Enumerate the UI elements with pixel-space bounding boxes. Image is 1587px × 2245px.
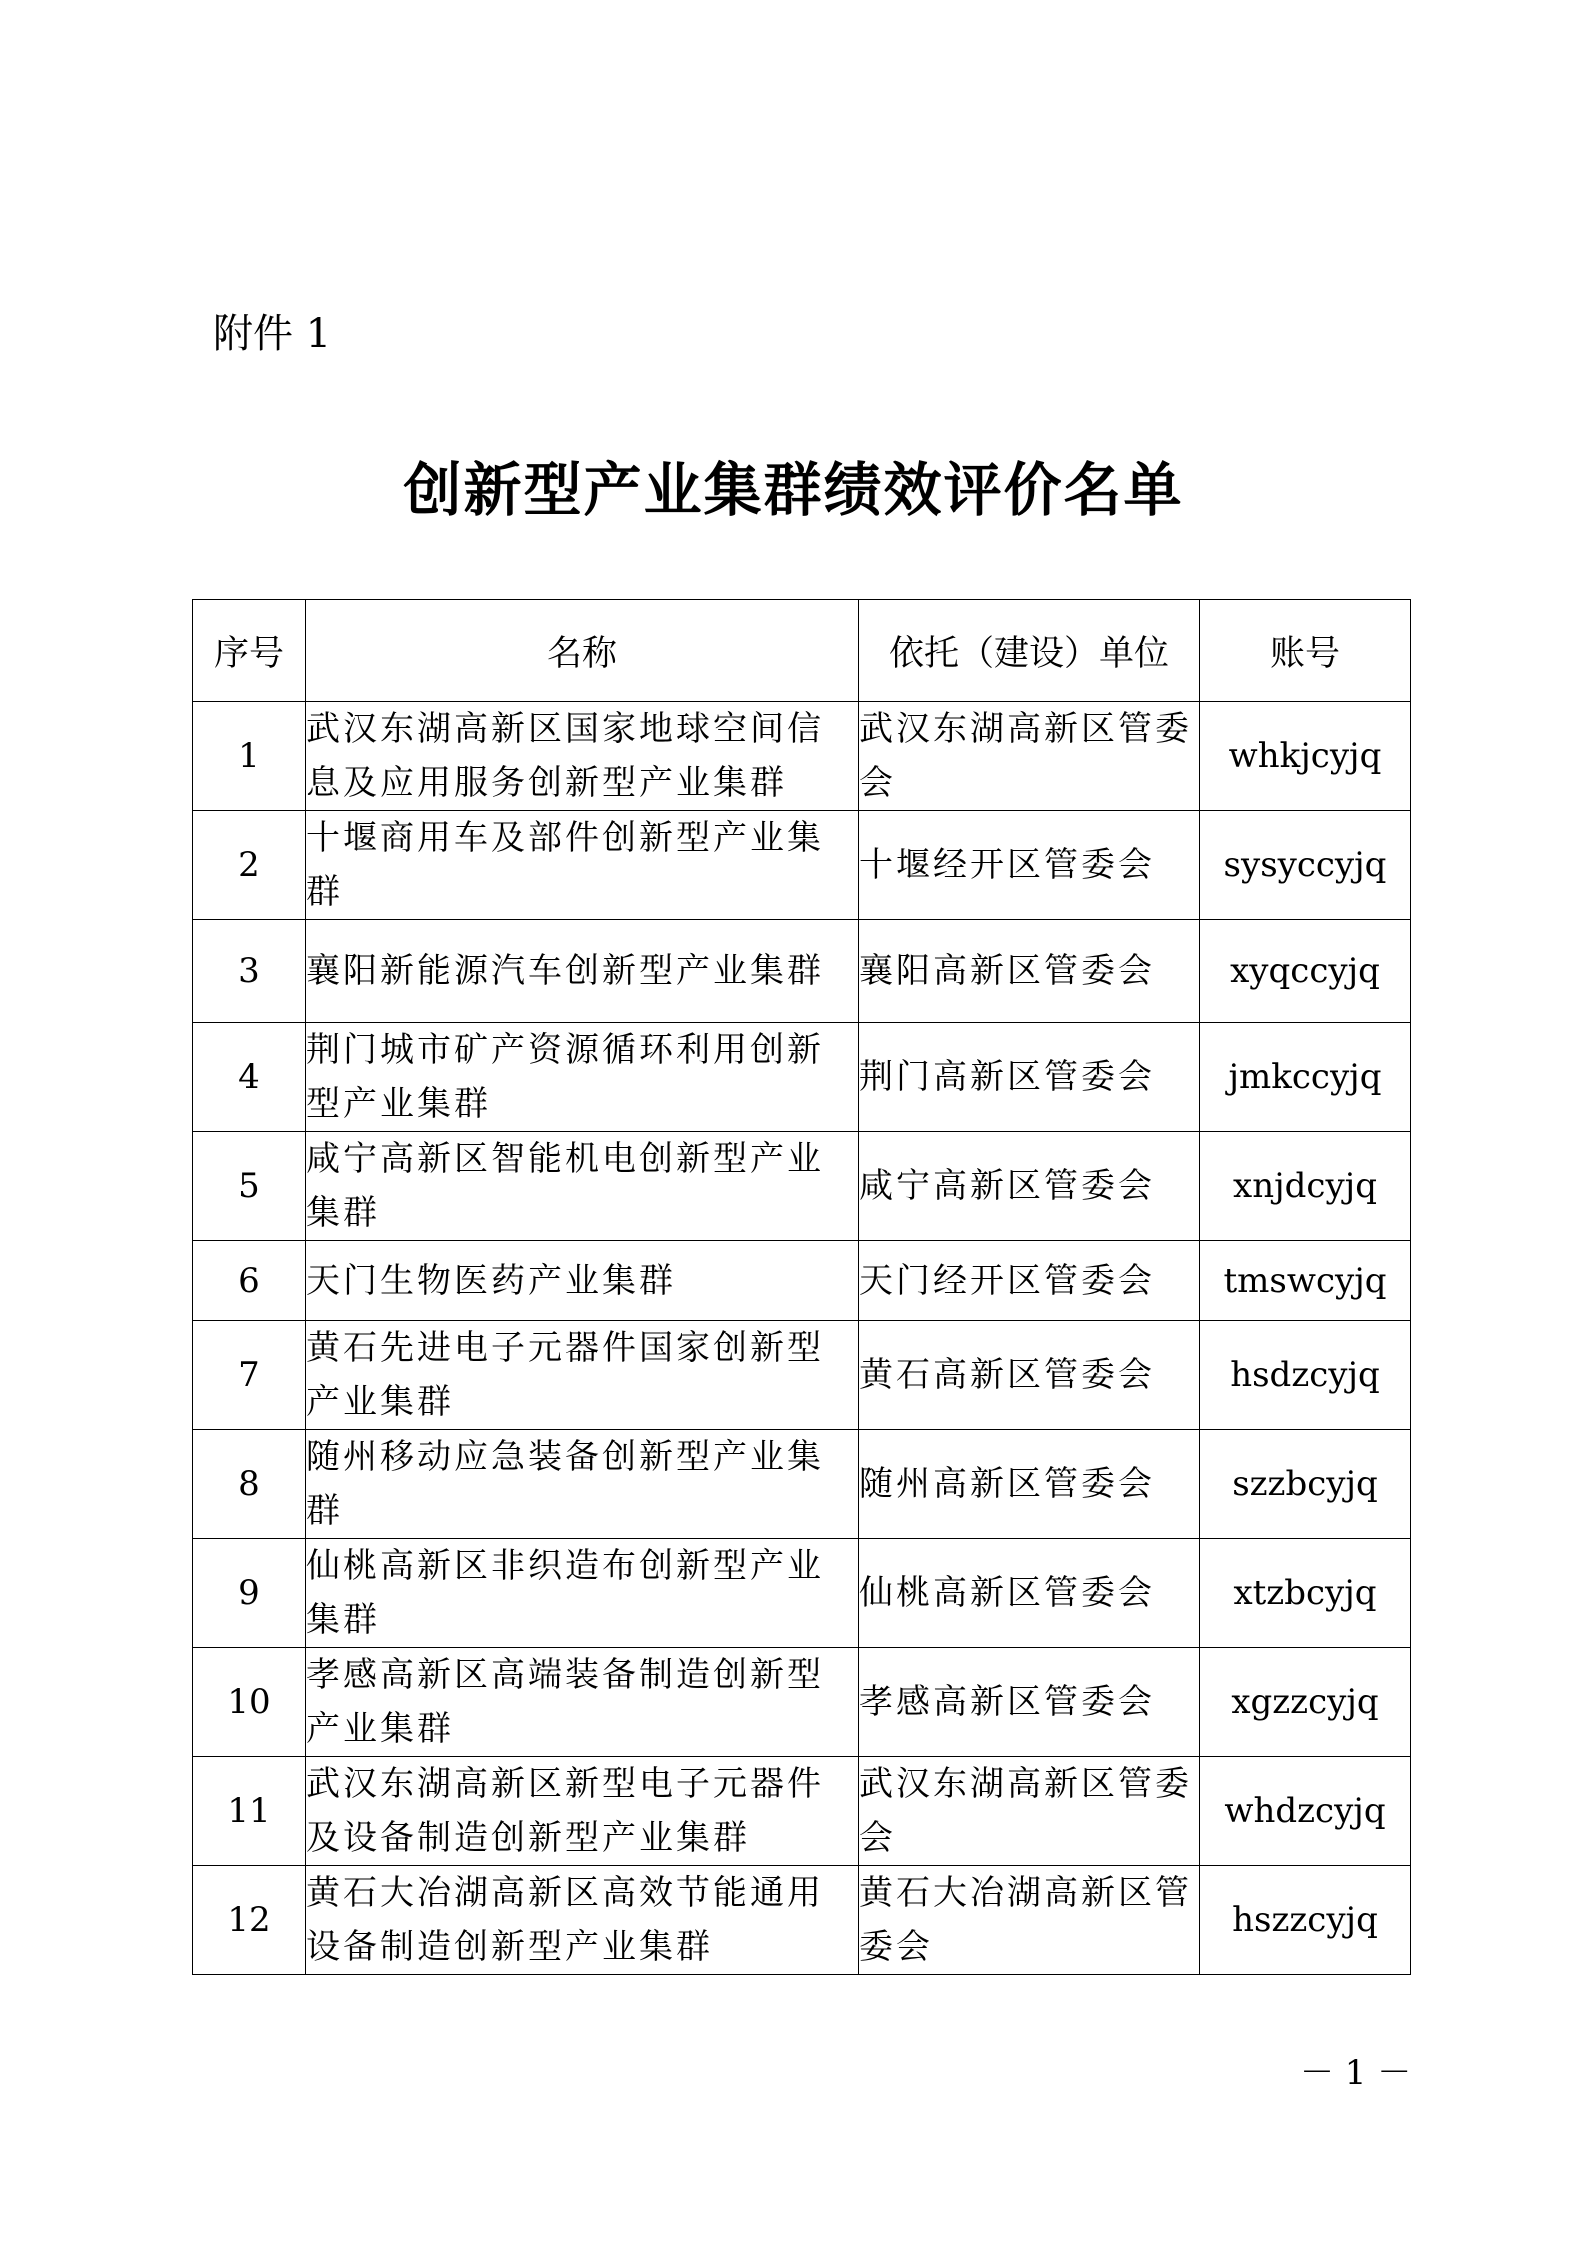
table-row (193, 1866, 1411, 1975)
host-unit: 武汉东湖高新区管委会 (859, 702, 1200, 811)
cluster-name: 孝感高新区高端装备制造创新型产业集群 (306, 1648, 859, 1757)
host-unit: 咸宁高新区管委会 (859, 1132, 1200, 1241)
account: tmswcyjq (1200, 1241, 1411, 1321)
table-row (193, 1321, 1411, 1430)
column-header-name: 名称 (306, 600, 859, 702)
table-row (193, 1241, 1411, 1321)
host-unit: 襄阳高新区管委会 (859, 920, 1200, 1023)
host-unit: 随州高新区管委会 (859, 1430, 1200, 1539)
row-index: 3 (193, 920, 306, 1023)
attachment-label: 附件 1 (213, 311, 332, 357)
account: xgzzcyjq (1200, 1648, 1411, 1757)
table-row (193, 1023, 1411, 1132)
account: szzbcyjq (1200, 1430, 1411, 1539)
table-row (193, 1132, 1411, 1241)
cluster-name: 十堰商用车及部件创新型产业集群 (306, 811, 859, 920)
host-unit: 荆门高新区管委会 (859, 1023, 1200, 1132)
cluster-name: 仙桃高新区非织造布创新型产业集群 (306, 1539, 859, 1648)
cluster-name: 天门生物医药产业集群 (306, 1241, 859, 1321)
row-index: 9 (193, 1539, 306, 1648)
host-unit: 天门经开区管委会 (859, 1241, 1200, 1321)
account: sysyccyjq (1200, 811, 1411, 920)
host-unit: 黄石大冶湖高新区管委会 (859, 1866, 1200, 1975)
column-header-index: 序号 (193, 600, 306, 702)
table-row (193, 811, 1411, 920)
row-index: 8 (193, 1430, 306, 1539)
row-index: 6 (193, 1241, 306, 1321)
account: xnjdcyjq (1200, 1132, 1411, 1241)
row-index: 10 (193, 1648, 306, 1757)
row-index: 4 (193, 1023, 306, 1132)
row-index: 5 (193, 1132, 306, 1241)
column-header-account: 账号 (1200, 600, 1411, 702)
account: whdzcyjq (1200, 1757, 1411, 1866)
account: xyqccyjq (1200, 920, 1411, 1023)
row-index: 7 (193, 1321, 306, 1430)
account: hsdzcyjq (1200, 1321, 1411, 1430)
table-row (193, 1648, 1411, 1757)
table-row (193, 702, 1411, 811)
cluster-name: 武汉东湖高新区国家地球空间信息及应用服务创新型产业集群 (306, 702, 859, 811)
table-row (193, 1757, 1411, 1866)
account: whkjcyjq (1200, 702, 1411, 811)
host-unit: 十堰经开区管委会 (859, 811, 1200, 920)
cluster-name: 黄石先进电子元器件国家创新型产业集群 (306, 1321, 859, 1430)
account: jmkccyjq (1200, 1023, 1411, 1132)
page-number: － 1 － (1300, 2053, 1412, 2093)
host-unit: 武汉东湖高新区管委会 (859, 1757, 1200, 1866)
column-header-unit: 依托（建设）单位 (859, 600, 1200, 702)
table-row (193, 920, 1411, 1023)
table-row (193, 1430, 1411, 1539)
cluster-name: 襄阳新能源汽车创新型产业集群 (306, 920, 859, 1023)
row-index: 2 (193, 811, 306, 920)
cluster-table (192, 599, 1411, 1975)
cluster-name: 随州移动应急装备创新型产业集群 (306, 1430, 859, 1539)
host-unit: 黄石高新区管委会 (859, 1321, 1200, 1430)
row-index: 11 (193, 1757, 306, 1866)
table-header-row (193, 600, 1411, 702)
cluster-name: 荆门城市矿产资源循环利用创新型产业集群 (306, 1023, 859, 1132)
row-index: 1 (193, 702, 306, 811)
host-unit: 孝感高新区管委会 (859, 1648, 1200, 1757)
cluster-name: 武汉东湖高新区新型电子元器件及设备制造创新型产业集群 (306, 1757, 859, 1866)
cluster-name: 黄石大冶湖高新区高效节能通用设备制造创新型产业集群 (306, 1866, 859, 1975)
account: hszzcyjq (1200, 1866, 1411, 1975)
row-index: 12 (193, 1866, 306, 1975)
host-unit: 仙桃高新区管委会 (859, 1539, 1200, 1648)
table-row (193, 1539, 1411, 1648)
account: xtzbcyjq (1200, 1539, 1411, 1648)
document-title: 创新型产业集群绩效评价名单 (403, 456, 1184, 524)
cluster-name: 咸宁高新区智能机电创新型产业集群 (306, 1132, 859, 1241)
